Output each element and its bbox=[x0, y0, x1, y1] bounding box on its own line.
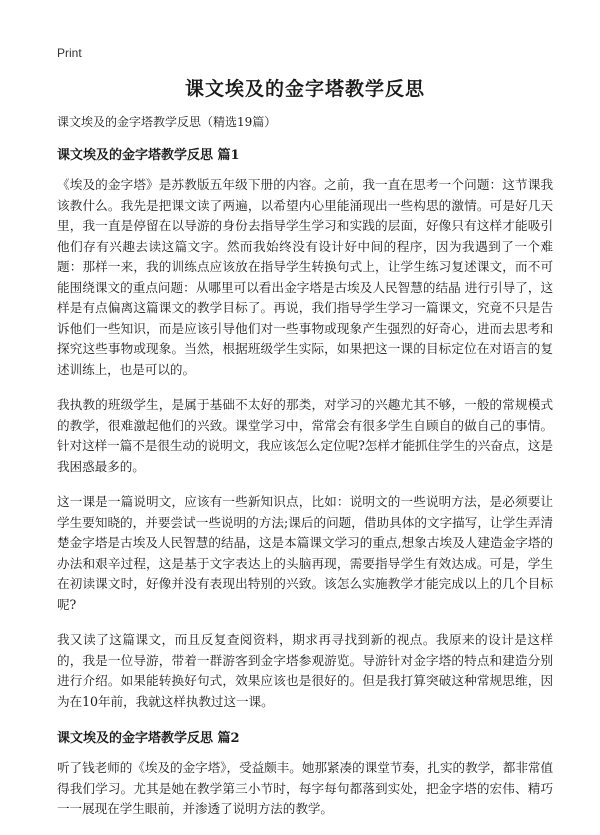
paragraph: 我又读了这篇课文，而且反复查阅资料，期求再寻找到新的视点。我原来的设计是这样的，我是一位导游，带着一群游客到金字塔参观游览。导游针对金字塔的特点和建造分别进行介绍。如果能转换好句式，效果应该也是很好的。但是我打算突破这种常规思维，因为在10年前，我就这样执教过这一课。 bbox=[57, 632, 553, 709]
print-link[interactable]: Print bbox=[57, 46, 82, 60]
paragraph: 听了钱老师的《埃及的金字塔》，受益颇丰。她那紧凑的课堂节奏，扎实的教学，都非常值得我们学习。尤其是她在教学第三小节时，每字每句都落到实处，把金字塔的宏伟、精巧一一展现在学生眼前，并渗透了说明方法的教学。 bbox=[57, 760, 553, 816]
section-1 bbox=[57, 144, 553, 712]
paragraph: 《埃及的金字塔》是苏教版五年级下册的内容。之前，我一直在思考一个问题：这节课我该教什么。我先是把课文读了两遍，以希望内心里能涌现出一些构思的激情。可是好几天里，我一直是停留在以导游的身份去指导学生学习和实践的层面，好像只有这样才能吸引他们存有兴趣去读这篇文字。然而我始终没有设计好中间的程序，因为我遇到了一个难题：那样一来，我的训练点应该放在指导学生转换句式上，让学生练习复述课文，而不可能围绕课文的重点问题：从哪里可以看出金字塔是古埃及人民智慧的结晶 进行引导了，这样是有点偏离这篇课文的教学目标了。再说，我们指导学生学习一篇课文，究竟不只是告诉他们一些知识，而是应该引导他们对一些事物或现象产生强烈的好奇心，进而去思考和探究这些事物或现象。当然，根据班级学生实际，如果把这一课的目标定位在对语言的复述训练上，也是可以的。 bbox=[57, 177, 553, 377]
section-heading: 课文埃及的金字塔教学反思 篇2 bbox=[57, 731, 240, 746]
paragraph: 我执教的班级学生，是属于基础不太好的那类，对学习的兴趣尤其不够，一般的常规模式的教学，很难激起他们的兴致。课堂学习中，常常会有很多学生自顾自的做自己的事情。针对这样一篇不是很生动的说明文，我应该怎么定位呢?怎样才能抓住学生的兴奋点，这是我困惑最多的。 bbox=[57, 397, 553, 474]
document-page bbox=[57, 74, 553, 835]
section-2 bbox=[57, 727, 553, 820]
paragraph: 这一课是一篇说明文，应该有一些新知识点，比如：说明文的一些说明方法，是必须要让学生要知晓的，并要尝试一些说明的方法;课后的问题，借助具体的文字描写，让学生弄清楚金字塔是古埃及人民智慧的结晶，这是本篇课文学习的重点,想象古埃及人建造金字塔的办法和艰辛过程，这是基于文字表达上的头脑再现，需要指导学生有效达成。可是，学生在初读课文时，好像并没有表现出特别的兴致。该怎么实施教学才能完成以上的几个目标呢? bbox=[57, 494, 553, 612]
document-subtitle: 课文埃及的金字塔教学反思（精选19篇） bbox=[57, 115, 277, 129]
page-title: 课文埃及的金字塔教学反思 bbox=[184, 78, 425, 100]
section-heading: 课文埃及的金字塔教学反思 篇1 bbox=[57, 148, 240, 163]
